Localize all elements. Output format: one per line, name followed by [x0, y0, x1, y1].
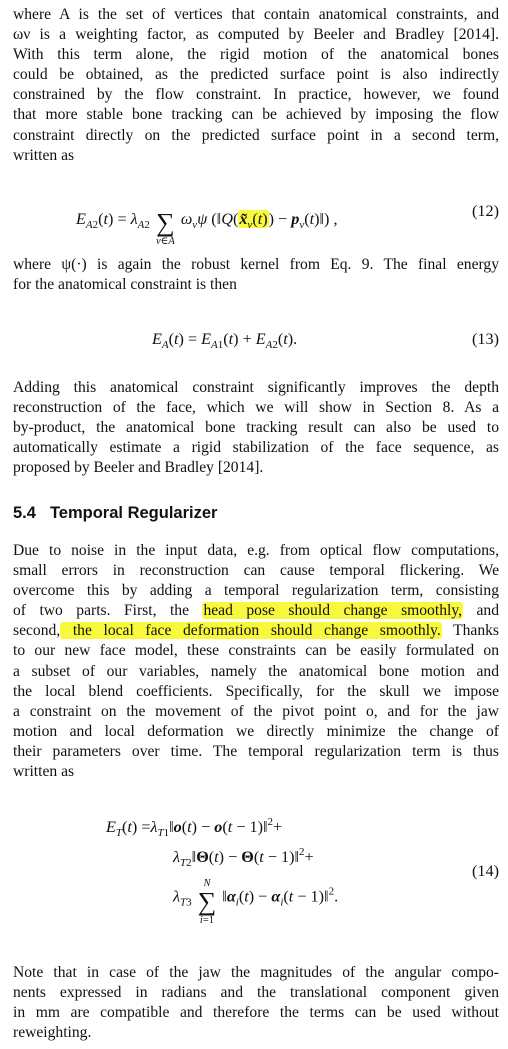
text-line: reconstruction of the face, which we will show in Section 8. As a — [13, 399, 499, 417]
text-fragment: and — [463, 602, 499, 620]
equation-12 — [13, 196, 499, 247]
highlight-face-deformation: the local face deformation should change smoothly. — [61, 622, 441, 640]
text-line: written as — [13, 146, 75, 164]
paragraph-section — [13, 541, 499, 782]
text-line: to our new face model, these constraints can be easily formulated on — [13, 642, 499, 660]
text-line: overcome this by adding a temporal regularization term, consisting — [13, 582, 499, 600]
text-line: their parameters over time. The temporal regularization term is thus — [13, 742, 499, 760]
text-line: that more stable bone tracking can be achieved by imposing the flow — [13, 106, 499, 124]
paragraph-after-13 — [13, 378, 499, 478]
text-line: Due to noise in the input data, e.g. from optical flow computations, — [13, 542, 499, 559]
equation-12-body: $E_{A2}(t) = \lambda_{A2}$ ∑ ν∈A $\omega_\nu\psi$ ($‖Q(x̃_\nu(t))$ − $p_\nu(t)‖$) , — [76, 208, 338, 247]
equation-14-row-2: $\lambda_{T2}‖\Theta(t) - \Theta(t$ − 1)‖$^2$+ — [173, 846, 314, 869]
text-line: Adding this anatomical constraint significantly improves the depth — [13, 379, 499, 396]
text-line: for the anatomical constraint is then — [13, 276, 237, 294]
text-line: constrained by the flow constraint. In practice, however, we found — [13, 86, 499, 104]
section-number: 5.4 — [13, 504, 36, 522]
paragraph-after-12 — [13, 255, 499, 295]
text-line: automatically estimate a rigid stabilization of the face sequence, as — [13, 439, 499, 457]
text-line — [13, 621, 499, 641]
text-line: reweighting. — [13, 1024, 92, 1042]
text-line: written as — [13, 763, 75, 781]
text-line — [13, 601, 499, 621]
text-line: a constraint on the movement of the pivot point o, and for the jaw — [13, 702, 499, 720]
text-line: proposed by Beeler and Bradley [2014]. — [13, 459, 264, 477]
text-line: nents expressed in radians and the translational component given — [13, 984, 499, 1002]
equation-12-number: (12) — [472, 202, 499, 220]
text-line: where A is the set of vertices that contain anatomical constraints, and — [13, 6, 499, 23]
sum-symbol: ∑ ν∈A — [155, 208, 175, 247]
equation-13-number: (13) — [472, 330, 499, 348]
equation-14-row-1: $E_T(t)$ $=\lambda_{T1}‖o(t) - o(t$ − 1)‖$^2$+ — [106, 816, 283, 839]
equation-14 — [13, 812, 499, 942]
text-fragment: Thanks — [441, 622, 499, 640]
text-line: small errors in reconstruction can cause temporal flickering. We — [13, 562, 499, 580]
text-line: where ψ(·) is again the robust kernel from Eq. 9. The final energy — [13, 256, 499, 273]
text-line: a subset of our variables, namely the anatomical bone motion and — [13, 662, 499, 680]
highlight-head-pose: head pose should change smoothly, — [203, 602, 463, 620]
text-line: by-product, the anatomical bone tracking result can also be used to — [13, 419, 499, 437]
equation-12-highlight: $x̃_\nu(t)$ — [239, 210, 268, 232]
sum-symbol: N ∑ i=1 — [197, 878, 217, 926]
paragraph-final — [13, 963, 499, 1043]
text-line: ων is a weighting factor, as computed by Beeler and Bradley [2014]. — [13, 26, 499, 44]
equation-13-body: $E_A(t) = E_{A1}(t) + E_{A2}(t)$. — [152, 330, 298, 351]
text-line: could be obtained, as the predicted surface point is also indirectly — [13, 66, 499, 84]
equation-14-row-3: $\lambda_{T3}$ N ∑ i=1 $‖\alpha_i(t) - \alpha_i(t$ − 1)‖$^2$. — [173, 878, 339, 926]
text-line: Note that in case of the jaw the magnitudes of the angular compo- — [13, 964, 499, 981]
text-line: constraint directly on the predicted surface point in a second term, — [13, 126, 499, 144]
text-line: in mm are compatible and therefore the terms can be used without — [13, 1004, 499, 1022]
equation-13 — [13, 330, 499, 352]
equation-14-number: (14) — [472, 862, 499, 880]
text-fragment: of two parts. First, the — [13, 602, 203, 620]
paragraph-intro — [13, 5, 499, 166]
text-fragment: second, — [13, 622, 61, 640]
text-line: With this term alone, the rigid motion of the anatomical bones — [13, 46, 499, 64]
section-heading — [13, 504, 217, 523]
text-line: the local blend coefficients. Specifically, for the skull we impose — [13, 682, 499, 700]
text-line: motion and local deformation we directly minimize the change of — [13, 722, 499, 740]
section-title: Temporal Regularizer — [49, 504, 218, 522]
